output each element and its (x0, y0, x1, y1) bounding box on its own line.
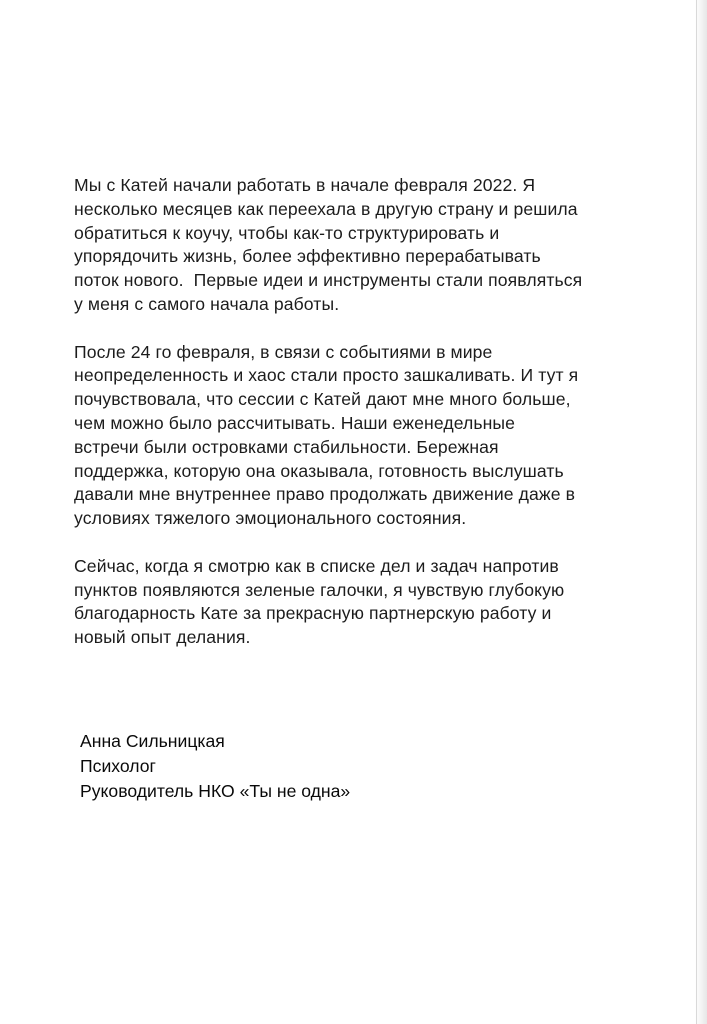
text-line: пунктов появляются зеленые галочки, я чувствую глубокую (74, 579, 565, 600)
letter-body (74, 174, 634, 674)
text-line: Мы с Катей начали работать в начале февраля 2022. Я (74, 175, 536, 195)
text-line: благодарность Кате за прекрасную партнерскую работу и (74, 603, 552, 624)
text-line: После 24 го февраля, в связи с событиями в мире (74, 341, 493, 362)
paragraph-2 (74, 341, 634, 531)
signature-block (80, 729, 350, 804)
text-line: встречи были островками стабильности. Бережная (74, 436, 499, 457)
signer-role: Психолог (80, 756, 156, 776)
text-line: несколько месяцев как переехала в другую страну и решила (74, 198, 578, 219)
page-edge-line (696, 0, 697, 1024)
text-line: поток нового. Первые идеи и инструменты стали появляться (74, 270, 583, 291)
text-line: обратиться к коучу, чтобы как-то структурировать и (74, 222, 500, 243)
text-line: поддержка, которую она оказывала, готовность выслушать (74, 460, 564, 481)
text-line: Сейчас, когда я смотрю как в списке дел и задач напротив (74, 555, 559, 576)
text-line: условиях тяжелого эмоционального состояния. (74, 508, 467, 529)
signer-name: Анна Сильницкая (80, 731, 225, 751)
text-line: чем можно было рассчитывать. Наши еженедельные (74, 412, 516, 433)
text-line: неопределенность и хаос стали просто зашкаливать. И тут я (74, 365, 579, 386)
text-line: упорядочить жизнь, более эффективно перерабатывать (74, 246, 541, 267)
text-line: новый опыт делания. (74, 627, 251, 648)
paragraph-3 (74, 555, 634, 650)
text-line: у меня с самого начала работы. (74, 293, 340, 314)
paragraph-1 (74, 174, 634, 317)
text-line: давали мне внутреннее право продолжать движение даже в (74, 484, 576, 505)
text-line: почувствовала, что сессии с Катей дают мне много больше, (74, 389, 571, 410)
signer-organization: Руководитель НКО «Ты не одна» (80, 781, 351, 801)
